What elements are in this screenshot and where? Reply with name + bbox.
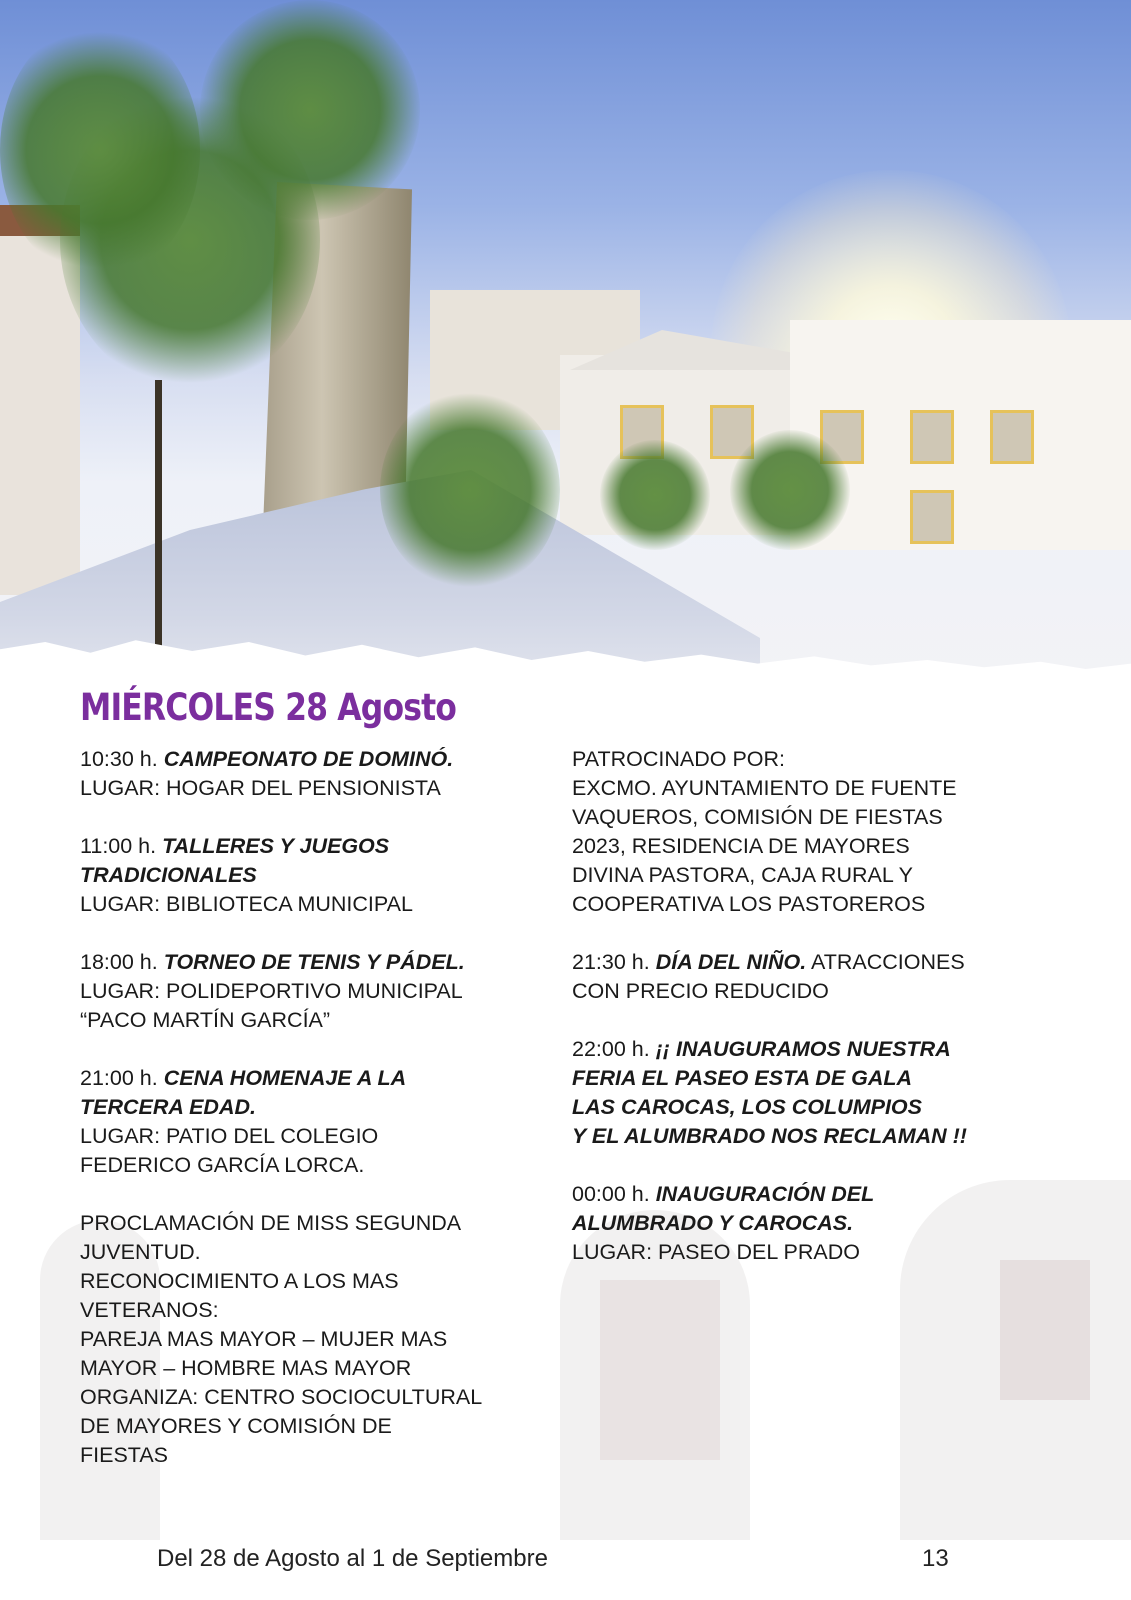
event-title: ALUMBRADO Y CAROCAS. bbox=[572, 1211, 854, 1235]
schedule-line bbox=[80, 977, 550, 1006]
event-detail: VETERANOS: bbox=[80, 1298, 219, 1322]
hero-photo bbox=[0, 0, 1131, 690]
schedule-line bbox=[80, 1267, 550, 1296]
event-detail: VAQUEROS, COMISIÓN DE FIESTAS bbox=[572, 805, 943, 829]
event-time: 00:00 h. bbox=[572, 1182, 650, 1206]
event-title: TALLERES Y JUEGOS bbox=[162, 834, 390, 858]
tree-foliage bbox=[200, 0, 420, 220]
event-title: TRADICIONALES bbox=[80, 863, 257, 887]
schedule-line bbox=[80, 1238, 550, 1267]
schedule-line bbox=[572, 745, 1042, 774]
schedule-block bbox=[572, 745, 1042, 919]
event-detail: CON PRECIO REDUCIDO bbox=[572, 979, 829, 1003]
schedule-line bbox=[572, 1238, 1042, 1267]
event-detail: JUVENTUD. bbox=[80, 1240, 201, 1264]
tree-trunk bbox=[155, 380, 162, 680]
event-detail: DIVINA PASTORA, CAJA RURAL Y bbox=[572, 863, 913, 887]
schedule-line bbox=[80, 1296, 550, 1325]
background-door bbox=[600, 1280, 720, 1460]
event-time: 10:30 h. bbox=[80, 747, 158, 771]
schedule-block bbox=[572, 1035, 1042, 1151]
event-title: INAUGURACIÓN DEL bbox=[655, 1182, 875, 1206]
schedule-line bbox=[80, 774, 550, 803]
event-time: 21:30 h. bbox=[572, 950, 650, 974]
event-title: CAMPEONATO DE DOMINÓ. bbox=[163, 747, 454, 771]
schedule-line bbox=[80, 948, 550, 977]
schedule-block bbox=[80, 1064, 550, 1180]
schedule-line bbox=[572, 977, 1042, 1006]
window bbox=[910, 490, 954, 544]
event-detail: RECONOCIMIENTO A LOS MAS bbox=[80, 1269, 399, 1293]
schedule-line bbox=[572, 861, 1042, 890]
window bbox=[910, 410, 954, 464]
page-title: MIÉRCOLES 28 Agosto bbox=[80, 686, 457, 729]
schedule-line bbox=[80, 1093, 550, 1122]
schedule-line bbox=[80, 861, 550, 890]
tree-foliage bbox=[600, 440, 710, 550]
event-detail: LUGAR: PASEO DEL PRADO bbox=[572, 1240, 860, 1264]
event-title: DÍA DEL NIÑO. bbox=[655, 950, 807, 974]
footer-date-range: Del 28 de Agosto al 1 de Septiembre bbox=[157, 1545, 548, 1572]
schedule-block bbox=[572, 948, 1042, 1006]
event-detail: ORGANIZA: CENTRO SOCIOCULTURAL bbox=[80, 1385, 483, 1409]
schedule-line bbox=[572, 1122, 1042, 1151]
event-detail: DE MAYORES Y COMISIÓN DE bbox=[80, 1414, 392, 1438]
event-detail: PATROCINADO POR: bbox=[572, 747, 786, 771]
schedule-block bbox=[80, 745, 550, 803]
tree-foliage bbox=[730, 430, 850, 550]
event-detail: COOPERATIVA LOS PASTOREROS bbox=[572, 892, 926, 916]
schedule-line bbox=[572, 1093, 1042, 1122]
schedule-line bbox=[80, 1209, 550, 1238]
event-detail: MAYOR – HOMBRE MAS MAYOR bbox=[80, 1356, 412, 1380]
schedule-line bbox=[80, 1441, 550, 1470]
schedule-line bbox=[80, 1064, 550, 1093]
window bbox=[990, 410, 1034, 464]
event-detail: LUGAR: BIBLIOTECA MUNICIPAL bbox=[80, 892, 413, 916]
schedule-line bbox=[80, 1354, 550, 1383]
tree-foliage bbox=[380, 390, 560, 590]
tree-foliage bbox=[0, 20, 200, 280]
schedule-line bbox=[80, 1151, 550, 1180]
event-time: 22:00 h. bbox=[572, 1037, 650, 1061]
event-detail: ATRACCIONES bbox=[806, 950, 965, 974]
schedule-line bbox=[80, 890, 550, 919]
event-time: 18:00 h. bbox=[80, 950, 158, 974]
schedule-line bbox=[80, 832, 550, 861]
schedule-line bbox=[80, 745, 550, 774]
schedule-left-column bbox=[80, 745, 550, 1499]
schedule-line bbox=[572, 890, 1042, 919]
event-title: Y EL ALUMBRADO NOS RECLAMAN !! bbox=[572, 1124, 967, 1148]
schedule-block bbox=[80, 832, 550, 919]
event-title: CENA HOMENAJE A LA bbox=[163, 1066, 407, 1090]
event-detail: PAREJA MAS MAYOR – MUJER MAS bbox=[80, 1327, 448, 1351]
page-number: 13 bbox=[922, 1545, 949, 1572]
event-time: 11:00 h. bbox=[80, 834, 157, 858]
event-detail: FIESTAS bbox=[80, 1443, 169, 1467]
event-title: FERIA EL PASEO ESTA DE GALA bbox=[572, 1066, 913, 1090]
schedule-line bbox=[572, 803, 1042, 832]
schedule-line bbox=[572, 1064, 1042, 1093]
schedule-line bbox=[80, 1325, 550, 1354]
event-detail: EXCMO. AYUNTAMIENTO DE FUENTE bbox=[572, 776, 957, 800]
event-detail: PROCLAMACIÓN DE MISS SEGUNDA bbox=[80, 1211, 462, 1235]
event-detail: LUGAR: PATIO DEL COLEGIO bbox=[80, 1124, 379, 1148]
schedule-line bbox=[572, 774, 1042, 803]
event-title: TERCERA EDAD. bbox=[80, 1095, 256, 1119]
schedule-line bbox=[80, 1412, 550, 1441]
schedule-line bbox=[80, 1006, 550, 1035]
event-detail: 2023, RESIDENCIA DE MAYORES bbox=[572, 834, 910, 858]
event-title: LAS CAROCAS, LOS COLUMPIOS bbox=[572, 1095, 922, 1119]
schedule-block bbox=[80, 948, 550, 1035]
schedule-line bbox=[572, 1209, 1042, 1238]
schedule-line bbox=[572, 832, 1042, 861]
event-time: 21:00 h. bbox=[80, 1066, 158, 1090]
schedule-block bbox=[80, 1209, 550, 1470]
event-title: ¡¡ INAUGURAMOS NUESTRA bbox=[655, 1037, 951, 1061]
schedule-line bbox=[572, 948, 1042, 977]
event-detail: LUGAR: POLIDEPORTIVO MUNICIPAL bbox=[80, 979, 463, 1003]
schedule-line bbox=[80, 1383, 550, 1412]
schedule-line bbox=[572, 1035, 1042, 1064]
schedule-line bbox=[80, 1122, 550, 1151]
schedule-line bbox=[572, 1180, 1042, 1209]
schedule-right-column bbox=[572, 745, 1042, 1296]
event-title: TORNEO DE TENIS Y PÁDEL. bbox=[163, 950, 465, 974]
event-detail: FEDERICO GARCÍA LORCA. bbox=[80, 1153, 365, 1177]
schedule-block bbox=[572, 1180, 1042, 1267]
event-detail: “PACO MARTÍN GARCÍA” bbox=[80, 1008, 331, 1032]
event-detail: LUGAR: HOGAR DEL PENSIONISTA bbox=[80, 776, 441, 800]
